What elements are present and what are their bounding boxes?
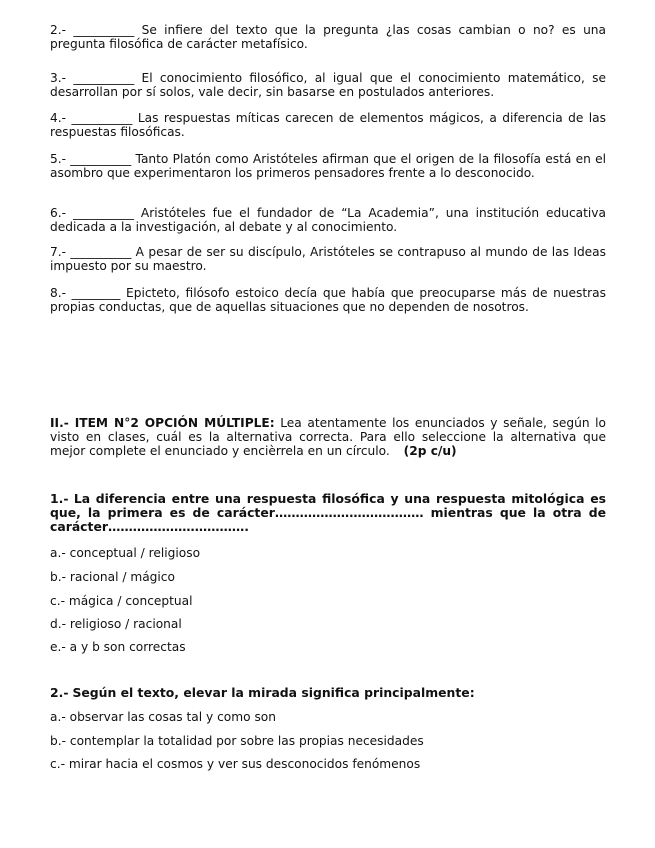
q1-option-d[interactable]: d.- religioso / racional: [50, 617, 182, 631]
section-2-header: [50, 416, 606, 458]
question-1-number: 1.-: [50, 491, 69, 506]
statement-3: 3.- __________ El conocimiento filosófico, al igual que el conocimiento matemático, se desarrollan por sí solos, vale decir, sin basarse en postulados anteriores.: [50, 71, 606, 99]
question-2-number: 2.-: [50, 685, 69, 700]
section-2-label: II.- ITEM N°2 OPCIÓN MÚLTIPLE:: [50, 416, 275, 430]
statement-5: 5.- __________ Tanto Platón como Aristóteles afirman que el origen de la filosofía está en el asombro que experimentaron los primeros pensadores frente a lo desconocido.: [50, 152, 606, 180]
q1-option-e[interactable]: e.- a y b son correctas: [50, 640, 186, 654]
statement-7: 7.- __________ A pesar de ser su discípulo, Aristóteles se contrapuso al mundo de las Ideas impuesto por su maestro.: [50, 245, 606, 273]
statement-6: 6.- __________ Aristóteles fue el fundador de “La Academia”, una institución educativa dedicada a la investigación, al debate y al conocimiento.: [50, 206, 606, 234]
section-2-points: (2p c/u): [403, 444, 457, 458]
statement-2: [50, 23, 606, 61]
q1-option-a[interactable]: a.- conceptual / religioso: [50, 546, 201, 560]
statement-4: 4.- __________ Las respuestas míticas carecen de elementos mágicos, a diferencia de las respuestas filosóficas.: [50, 111, 606, 139]
q1-option-c[interactable]: c.- mágica / conceptual: [50, 594, 193, 608]
question-1: [50, 492, 606, 534]
q2-option-a[interactable]: a.- observar las cosas tal y como son: [50, 710, 276, 724]
question-2-stem: Según el texto, elevar la mirada significa principalmente:: [72, 685, 475, 700]
q2-option-c[interactable]: c.- mirar hacia el cosmos y ver sus desconocidos fenómenos: [50, 757, 421, 771]
q1-option-b[interactable]: b.- racional / mágico: [50, 570, 175, 584]
section-2-instructions: Lea atentamente los enunciados y señale, según lo visto en clases, cuál es la alternativa correcta. Para ello seleccione la alternativa que mejor complete el enunciado y encièrrela en un círculo.: [50, 416, 606, 458]
statement-8: 8.- ________ Epicteto, filósofo estoico decía que había que preocuparse más de nuestras propias conductas, que de aquellas situaciones que no dependen de nosotros.: [50, 286, 606, 314]
question-2: [50, 686, 606, 700]
question-1-stem: La diferencia entre una respuesta filosófica y una respuesta mitológica es que, la primera es de carácter……………………………… mientras que la otra de carácter…………………………….: [50, 491, 606, 534]
statement-2-text: 2.- __________ Se infiere del texto que la pregunta ¿las cosas cambian o no? es una pregunta filosófica de carácter metafísico.: [50, 23, 606, 51]
q2-option-b[interactable]: b.- contemplar la totalidad por sobre las propias necesidades: [50, 734, 424, 748]
